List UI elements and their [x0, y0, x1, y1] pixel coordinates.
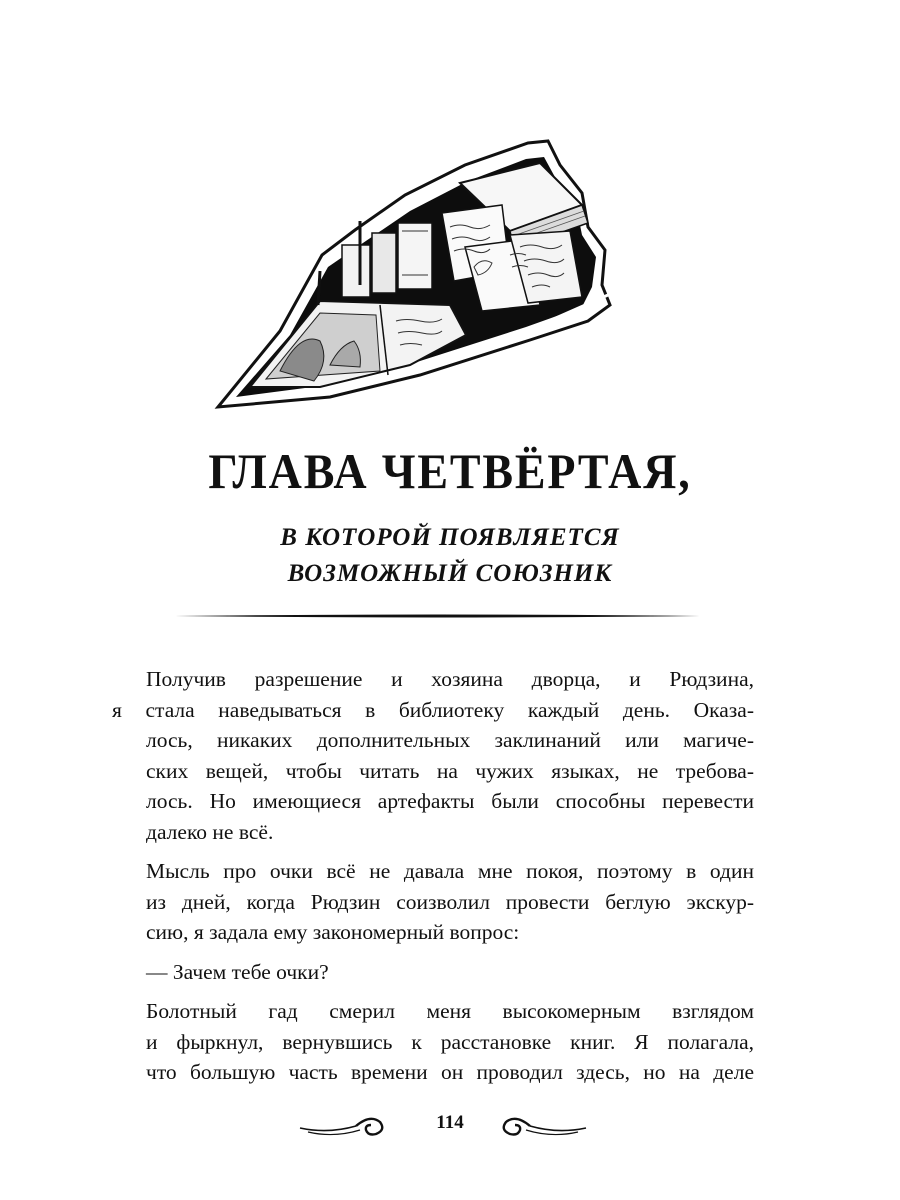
text-line: далеко не всё. [146, 819, 274, 844]
paragraph [112, 856, 754, 948]
text-line: сию, я задала ему закономерный вопрос: [146, 920, 520, 944]
page-number: 114 [436, 1112, 464, 1133]
page-footer [0, 1108, 900, 1144]
chapter-body [112, 664, 754, 1097]
paragraph [112, 996, 754, 1088]
text-line: лось. Но имеющиеся артефакты были способны перевести [146, 789, 754, 813]
chapter-illustration [210, 135, 620, 420]
chapter-subtitle-line: В КОТОРОЙ ПОЯВЛЯЕТСЯ [280, 524, 620, 551]
text-line: я стала наведываться в библиотеку каждый день. Оказа- [112, 697, 754, 722]
text-line: из дней, когда Рюдзин соизволил провести беглую экскур- [146, 889, 754, 914]
text-line: — Зачем тебе очки? [146, 959, 329, 984]
chapter-subtitle-line: ВОЗМОЖНЫЙ СОЮЗНИК [287, 560, 613, 587]
text-line: ских вещей, чтобы читать на чужих языках, не требова- [146, 758, 754, 783]
text-line: и фыркнул, вернувшись к расстановке книг. Я полагала, [146, 1029, 754, 1054]
decorative-rule [175, 613, 700, 619]
paragraph [112, 957, 754, 988]
text-line: что большую часть времени он проводил здесь, но на деле [146, 1060, 754, 1084]
chapter-title: ГЛАВА ЧЕТВЁРТАЯ, [208, 443, 692, 499]
flourish-left-icon [298, 1108, 388, 1144]
text-line: Мысль про очки всё не давала мне покоя, поэтому в один [146, 859, 754, 883]
text-line: Получив разрешение и хозяина дворца, и Рюдзина, [146, 667, 754, 691]
text-line: лось, никаких дополнительных заклинаний или магиче- [146, 728, 754, 752]
chapter-subtitle [0, 520, 900, 592]
paragraph [112, 664, 754, 847]
flourish-right-icon [498, 1108, 588, 1144]
text-line: Болотный гад смерил меня высокомерным взглядом [146, 999, 754, 1023]
